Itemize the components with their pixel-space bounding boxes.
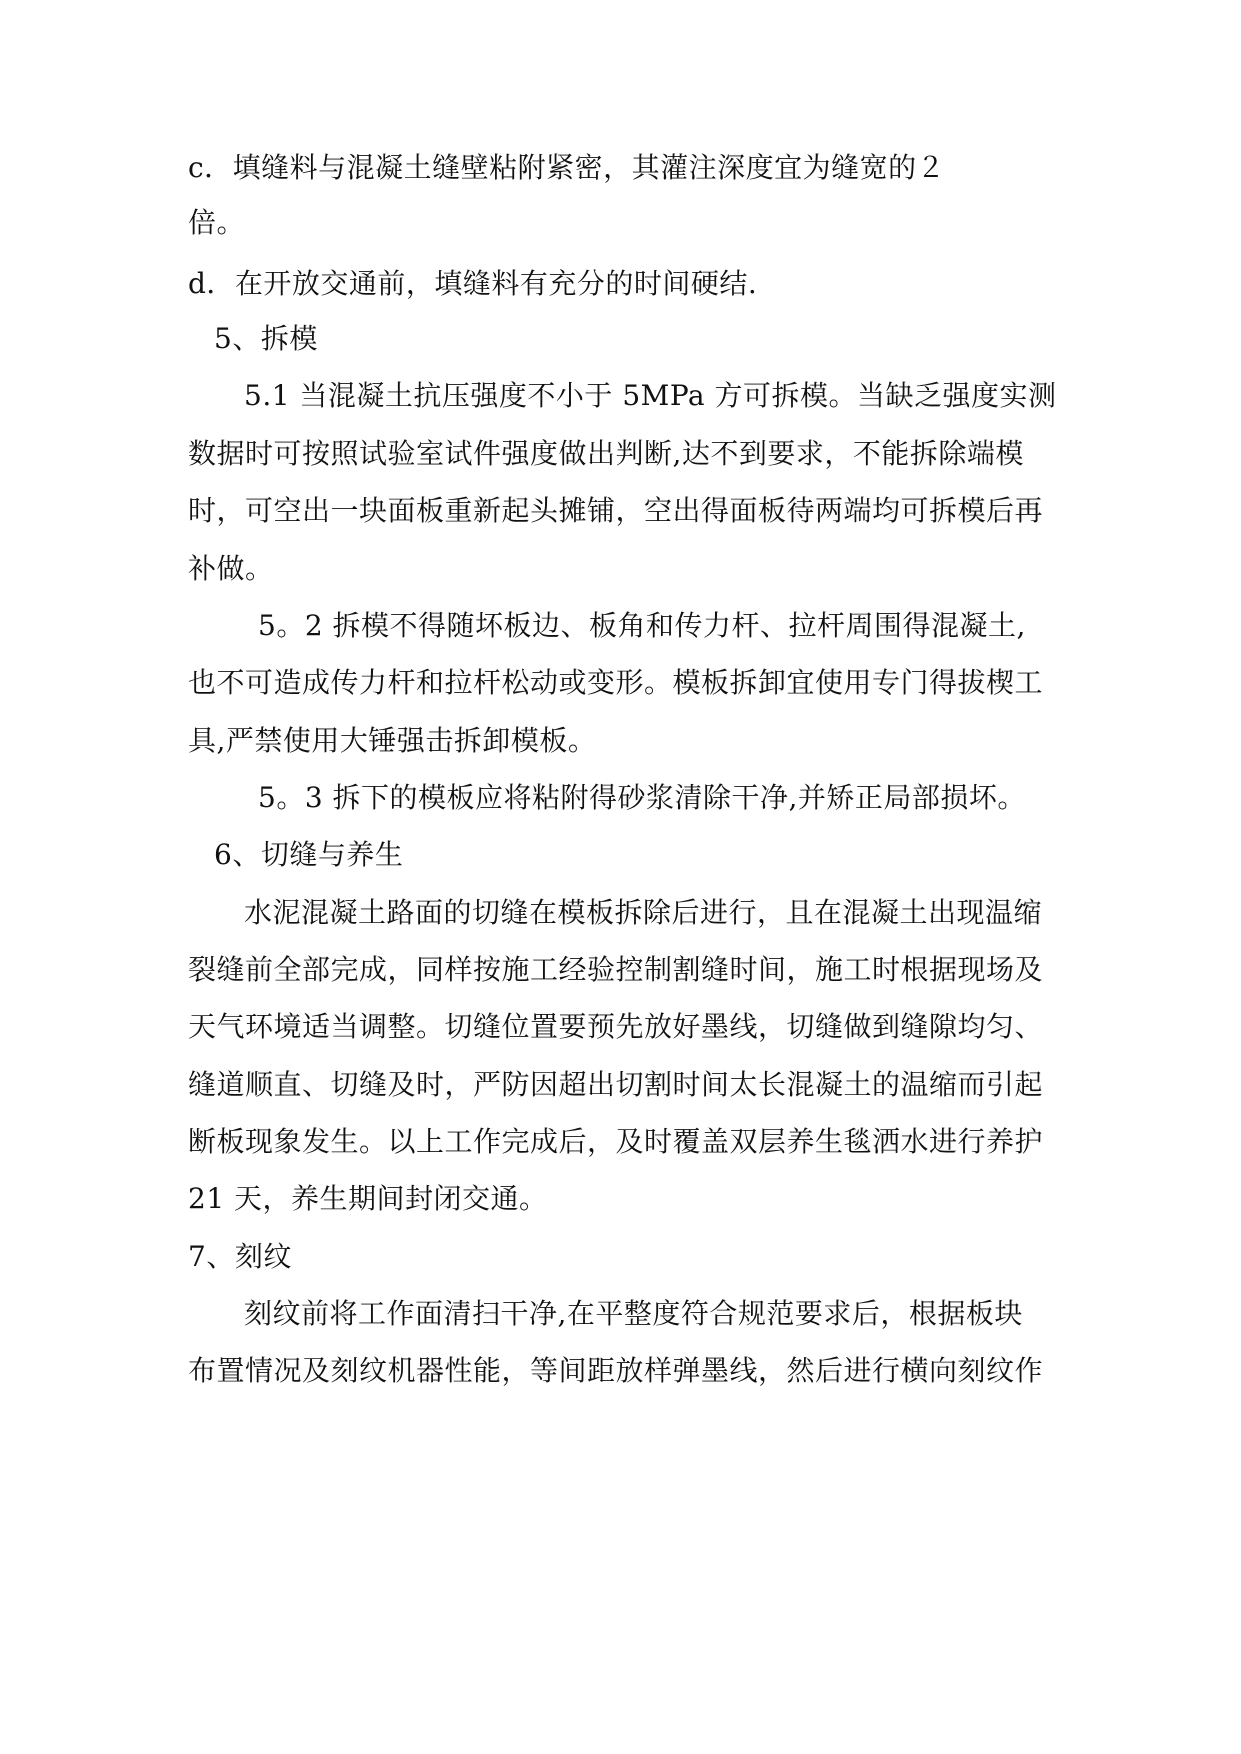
text-line: 天气环境适当调整。切缝位置要预先放好墨线，切缝做到缝隙均匀、 (188, 1010, 1044, 1043)
text-line: 5。3 拆下的模板应将粘附得砂浆清除干净,并矫正局部损坏。 (258, 781, 1026, 814)
text-line: 数据时可按照试验室试件强度做出判断,达不到要求，不能拆除端模 (188, 437, 1024, 470)
text-line: 倍。 (188, 206, 246, 239)
text-line: 时，可空出一块面板重新起头摊铺，空出得面板待两端均可拆模后再 (188, 494, 1044, 527)
text-line: 缝道顺直、切缝及时，严防因超出切割时间太长混凝土的温缩而引起 (188, 1068, 1044, 1101)
text-line: 刻纹前将工作面清扫干净,在平整度符合规范要求后，根据板块 (244, 1297, 1023, 1330)
text-line: 具,严禁使用大锤强击拆卸模板。 (188, 724, 597, 757)
text-line: 水泥混凝土路面的切缝在模板拆除后进行，且在混凝土出现温缩 (244, 896, 1043, 929)
section-heading: 5、拆模 (214, 322, 318, 355)
section-heading: 6、切缝与养生 (214, 838, 404, 871)
text-line: 补做。 (188, 552, 274, 585)
text-line: 21 天，养生期间封闭交通。 (188, 1182, 548, 1215)
text-line: 布置情况及刻纹机器性能，等间距放样弹墨线，然后进行横向刻纹作 (188, 1354, 1044, 1387)
text-line: 断板现象发生。以上工作完成后，及时覆盖双层养生毯洒水进行养护 (188, 1125, 1044, 1158)
text-line: c．填缝料与混凝土缝壁粘附紧密，其灌注深度宜为缝宽的２ (188, 151, 946, 184)
text-line: 5.1 当混凝土抗压强度不小于 5MPa 方可拆模。当缺乏强度实测 (244, 379, 1057, 412)
text-line: 裂缝前全部完成，同样按施工经验控制割缝时间，施工时根据现场及 (188, 953, 1044, 986)
text-line: 5。2 拆模不得随坏板边、板角和传力杆、拉杆周围得混凝土, (258, 609, 1026, 642)
text-line: 也不可造成传力杆和拉杆松动或变形。模板拆卸宜使用专门得拔楔工 (188, 666, 1044, 699)
section-heading: 7、刻纹 (188, 1240, 292, 1273)
text-line: d．在开放交通前，填缝料有充分的时间硬结. (188, 267, 758, 300)
